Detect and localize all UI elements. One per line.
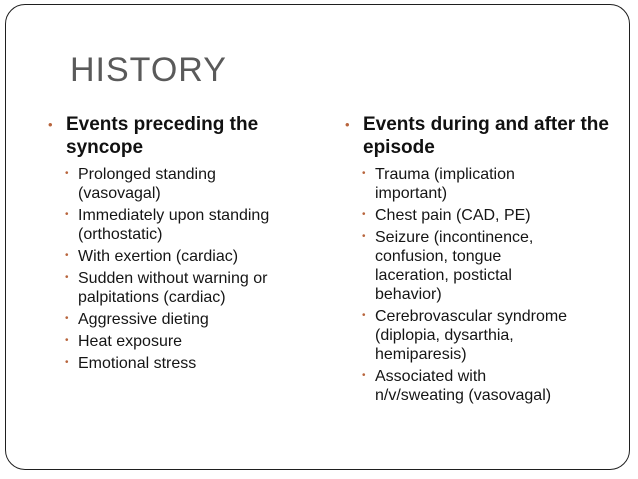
bullet-icon: • bbox=[362, 231, 366, 242]
list-item-text: Trauma (implication important) bbox=[375, 166, 515, 202]
list-item bbox=[48, 332, 323, 351]
list-item-text: Immediately upon standing (orthostatic) bbox=[78, 207, 270, 243]
left-heading-row bbox=[48, 113, 323, 159]
list-item-text: Chest pain (CAD, PE) bbox=[375, 207, 531, 224]
bullet-icon: • bbox=[362, 310, 366, 321]
bullet-icon: • bbox=[48, 117, 53, 132]
bullet-icon: • bbox=[65, 357, 69, 368]
list-item bbox=[48, 206, 323, 244]
bullet-icon: • bbox=[362, 168, 366, 179]
list-item bbox=[48, 354, 323, 373]
list-item-text: Aggressive dieting bbox=[78, 311, 209, 328]
list-item bbox=[48, 247, 323, 266]
bullet-icon: • bbox=[65, 250, 69, 261]
left-sub-list bbox=[48, 165, 323, 373]
list-item bbox=[345, 228, 620, 304]
bullet-icon: • bbox=[65, 209, 69, 220]
right-heading-row bbox=[345, 113, 620, 159]
bullet-icon: • bbox=[65, 313, 69, 324]
bullet-icon: • bbox=[362, 370, 366, 381]
list-item bbox=[345, 367, 620, 405]
right-heading: Events during and after the episode bbox=[363, 114, 609, 158]
list-item-text: Associated with n/v/sweating (vasovagal) bbox=[375, 368, 552, 404]
list-item bbox=[345, 165, 620, 203]
list-item-text: Seizure (incontinence, confusion, tongue laceration, postictal behavior) bbox=[375, 229, 534, 303]
bullet-icon: • bbox=[65, 272, 69, 283]
right-column bbox=[345, 113, 620, 408]
slide-title: HISTORY bbox=[70, 51, 227, 89]
bullet-icon: • bbox=[362, 209, 366, 220]
list-item bbox=[48, 310, 323, 329]
list-item-text: Prolonged standing (vasovagal) bbox=[78, 166, 216, 202]
list-item-text: Cerebrovascular syndrome (diplopia, dysarthia, hemiparesis) bbox=[375, 308, 568, 363]
list-item bbox=[48, 269, 323, 307]
list-item bbox=[345, 307, 620, 364]
right-sub-list bbox=[345, 165, 620, 405]
list-item-text: Heat exposure bbox=[78, 333, 183, 350]
list-item bbox=[48, 165, 323, 203]
left-column bbox=[48, 113, 323, 376]
bullet-icon: • bbox=[65, 335, 69, 346]
list-item-text: Emotional stress bbox=[78, 355, 197, 372]
bullet-icon: • bbox=[345, 117, 350, 132]
list-item-text: Sudden without warning or palpitations (cardiac) bbox=[78, 270, 268, 306]
left-heading: Events preceding the syncope bbox=[66, 114, 259, 158]
bullet-icon: • bbox=[65, 168, 69, 179]
list-item bbox=[345, 206, 620, 225]
list-item-text: With exertion (cardiac) bbox=[78, 248, 239, 265]
